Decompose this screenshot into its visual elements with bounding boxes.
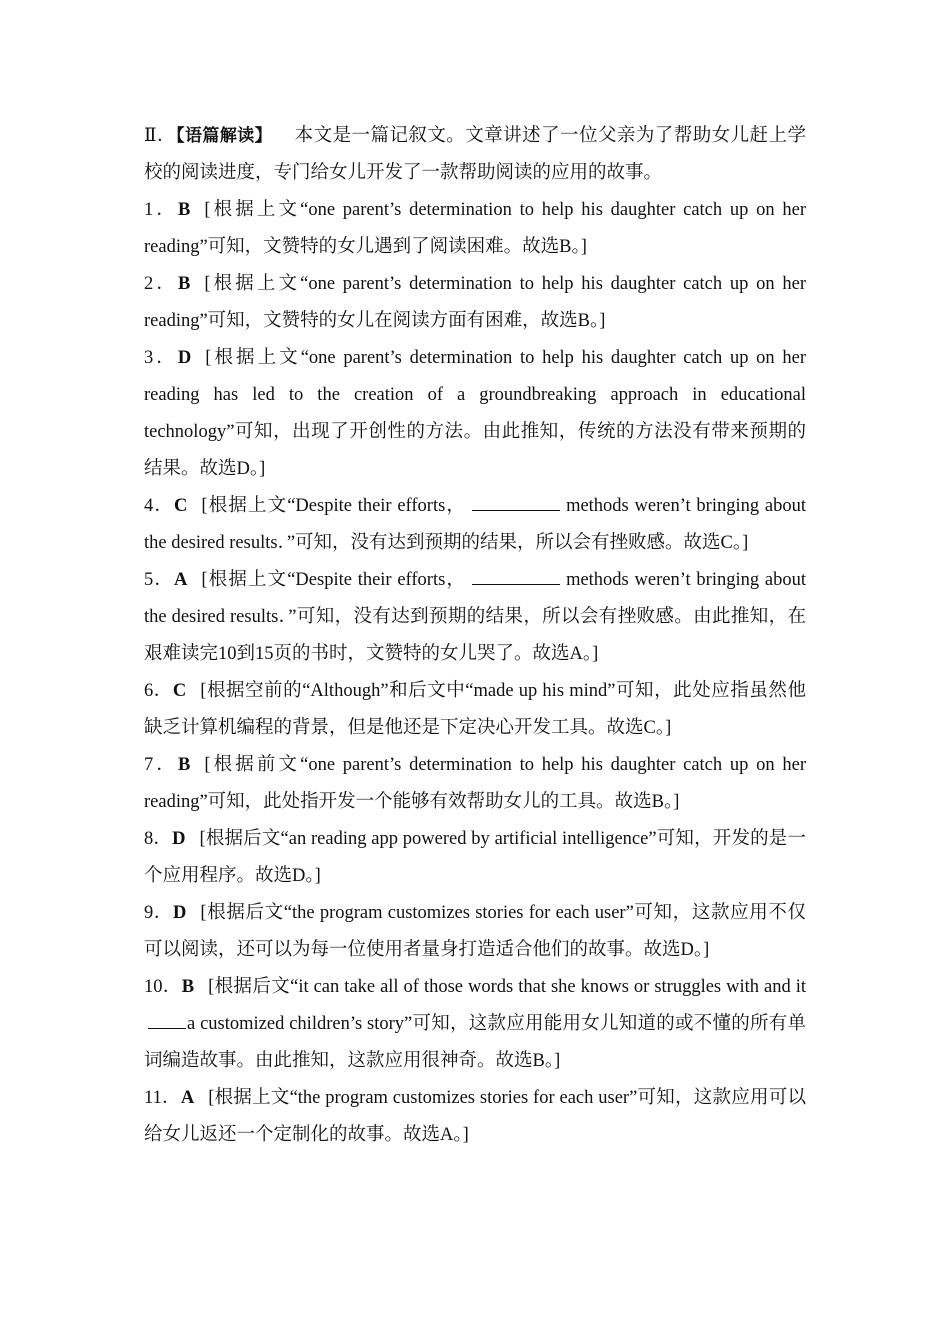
question-number: 6． xyxy=(144,681,173,701)
answer-item-3 xyxy=(144,340,806,488)
question-number: 10． xyxy=(144,977,182,997)
explanation-text: [根据上文“one parent’s determination to help his daughter catch up on her reading has led to the creation of a groundbreaking approach in educational technology”可知，出现了开创性的方法。由此推知，传统的方法没有带来预期的结果。故选D。] xyxy=(144,348,806,479)
answer-letter: D xyxy=(172,829,186,849)
section-label: 【语篇解读】 xyxy=(175,126,273,146)
explanation-text-part-1: [根据上文“Despite their efforts， xyxy=(201,570,467,590)
explanation-text: [根据后文“the program customizes stories for each user”可知，这款应用不仅可以阅读，还可以为每一位使用者量身打造适合他们的故事。故选D。] xyxy=(144,903,806,960)
answer-letter: A xyxy=(180,1088,195,1108)
explanation-text: [根据空前的“Although”和后文中“made up his mind”可知，此处应指虽然他缺乏计算机编程的背景，但是他还是下定决心开发工具。故选C。] xyxy=(144,681,806,738)
explanation-text-part-2: methods weren’t bringing about the desired results．”可知，没有达到预期的结果，所以会有挫败感。故选C。] xyxy=(144,496,806,553)
answer-item-9 xyxy=(144,895,806,969)
answer-letter: B xyxy=(178,755,191,775)
explanation-text: [根据上文“the program customizes stories for each user”可知，这款应用可以给女儿返还一个定制化的故事。故选A。] xyxy=(144,1088,806,1145)
passage-intro xyxy=(144,118,806,192)
answer-key-page xyxy=(144,118,806,1154)
answer-item-5 xyxy=(144,562,806,673)
answer-item-11 xyxy=(144,1080,806,1154)
answer-letter: A xyxy=(174,570,188,590)
answer-item-1 xyxy=(144,192,806,266)
explanation-text-part-2: methods weren’t bringing about the desired results．”可知，没有达到预期的结果，所以会有挫败感。由此推知，在艰难读完10到15页的书时，文赞特的女儿哭了。故选A。] xyxy=(144,570,806,664)
section-numeral: Ⅱ． xyxy=(144,126,176,146)
question-number: 1． xyxy=(144,200,178,220)
explanation-text-part-2: a customized children’s story”可知，这款应用能用女儿知道的或不懂的所有单词编造故事。由此推知，这款应用很神奇。故选B。] xyxy=(144,1014,806,1071)
answer-item-6 xyxy=(144,673,806,747)
fill-in-blank xyxy=(472,496,560,511)
intro-text: 本文是一篇记叙文。文章讲述了一位父亲为了帮助女儿赶上学校的阅读进度，专门给女儿开发了一款帮助阅读的应用的故事。 xyxy=(144,126,806,183)
explanation-text: [根据上文“one parent’s determination to help his daughter catch up on her reading”可知，文赞特的女儿遇到了阅读困难。故选B。] xyxy=(144,200,806,257)
answer-letter: C xyxy=(172,681,187,701)
fill-in-blank xyxy=(148,1014,186,1029)
question-number: 5． xyxy=(144,570,175,590)
question-number: 9． xyxy=(144,903,174,923)
explanation-text: [根据上文“one parent’s determination to help his daughter catch up on her reading”可知，文赞特的女儿在阅读方面有困难，故选B。] xyxy=(144,274,806,331)
question-number: 3． xyxy=(144,348,178,368)
answer-item-10 xyxy=(144,969,806,1080)
fill-in-blank xyxy=(472,570,560,585)
question-number: 7． xyxy=(144,755,178,775)
answer-letter: D xyxy=(177,348,192,368)
question-number: 2． xyxy=(144,274,178,294)
explanation-text-part-1: [根据上文“Despite their efforts， xyxy=(201,496,467,516)
answer-letter: B xyxy=(178,274,191,294)
answer-item-4 xyxy=(144,488,806,562)
question-number: 8． xyxy=(144,829,173,849)
answer-letter: B xyxy=(181,977,195,997)
answer-letter: C xyxy=(174,496,188,516)
answer-letter: D xyxy=(173,903,187,923)
question-number: 11． xyxy=(144,1088,181,1108)
answer-item-7 xyxy=(144,747,806,821)
question-number: 4． xyxy=(144,496,175,516)
answer-item-2 xyxy=(144,266,806,340)
explanation-text: [根据后文“an reading app powered by artificial intelligence”可知，开发的是一个应用程序。故选D。] xyxy=(144,829,806,886)
answer-item-8 xyxy=(144,821,806,895)
explanation-text-part-1: [根据后文“it can take all of those words that she knows or struggles with and it xyxy=(208,977,806,997)
explanation-text: [根据前文“one parent’s determination to help his daughter catch up on her reading”可知，此处指开发一个能够有效帮助女儿的工具。故选B。] xyxy=(144,755,806,812)
answer-letter: B xyxy=(178,200,191,220)
